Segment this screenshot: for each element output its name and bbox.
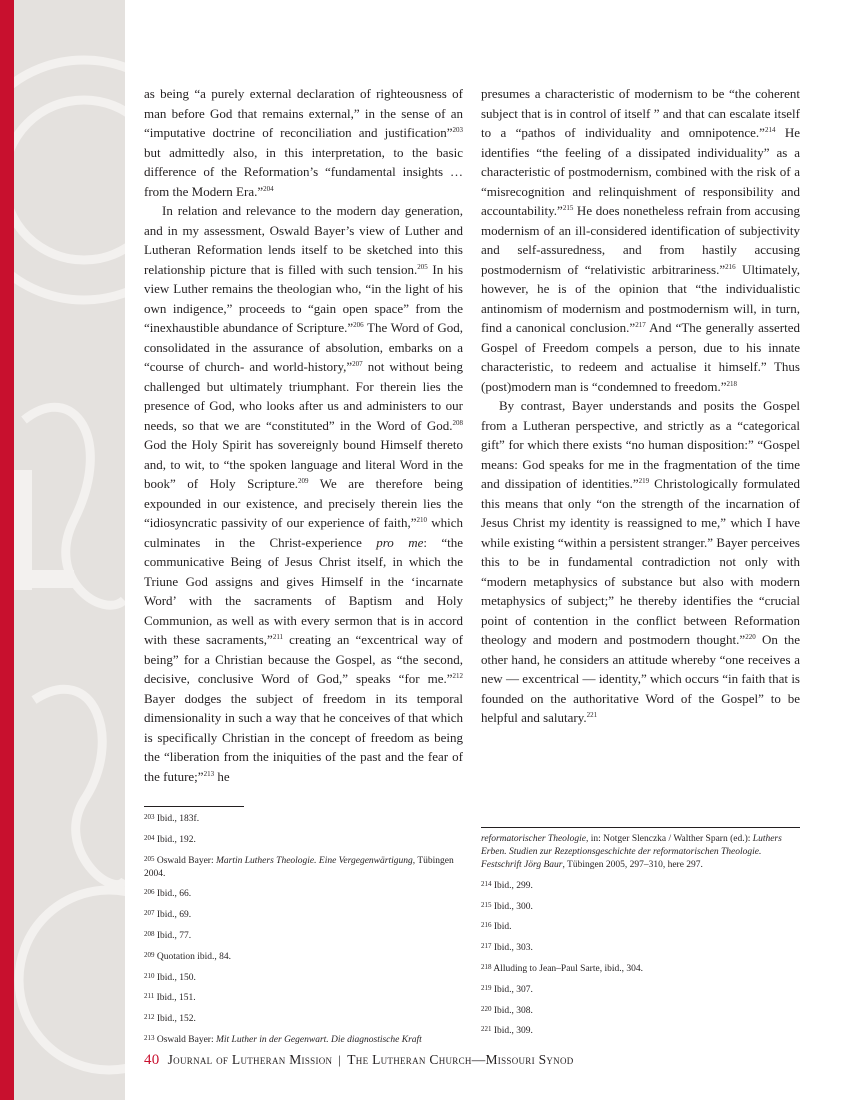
footnote: $^{206}$ Ibid., 66. [144,888,192,900]
footnote: $^{210}$ Ibid., 150. [144,971,196,983]
footnote-ref[interactable]: 207 [352,360,363,368]
footnote-ref[interactable]: 219 [638,477,650,485]
footnote-ref[interactable]: 204 [263,184,274,193]
footnote: $^{207}$ Ibid., 69. [144,909,192,921]
footnote-ref[interactable]: 210 [416,516,428,524]
red-margin-bar [0,0,14,1100]
footnote: $^{203}$ Ibid., 183f. [144,813,200,824]
footnote: $^{204}$ Ibid., 192. [144,833,196,845]
footnote-ref[interactable]: 214 [764,126,776,134]
footnote-ref[interactable]: 221 [586,711,598,719]
footnote-ref[interactable]: 220 [745,633,756,641]
paragraph: presumes a characteristic of modernism to be “the coherent subject that is in control of itself ” and that can escalate itself to a “pathos of individuality and omnipotence.”$^{214}$ He identifies “the feeling of a dissipated individuality” as a characteristic of postmodernism, combined with the risk of a “misrecognition and relinquishment of responsibility and accountability.”$^{215}$ He does nonetheless refrain from accusing modernism of an ill-considered identification of subjectivity and self-assuredness, and from hastily accusing postmodernism of “relativistic arbitrariness.”$^{216}$ Ultimately, however, he is of the opinion that “the individualistic antinomism of modernism and postmodernism will, in turn, find a canonical conclusion.”$^{217}$ And “The generally asserted Gospel of Freedom compels a person, due to his innate characteristic, to redeem and actualise it himself.” Thus (post)modern man is “condemned to freedom.”$^{218}$ [481,86,800,394]
footnote: $^{209}$ Quotation ibid., 84. [144,950,232,962]
page-number: 40 [144,1052,160,1068]
page-footer [144,1052,574,1069]
footnote-ref[interactable]: 216 [725,262,736,271]
paragraph: By contrast, Bayer understands and posits the Gospel from a Lutheran perspective, and strictly as a “categorical gift” for which there exists “no human disposition:” “Gospel means: God speaks for me in the fragmentation of the time and dissipation of identities.”$^{219}$ Christologically formulated this means that only “on the strength of the incarnation of Jesus Christ my identity is reassigned to me,” which I have while existing “within a persistent stranger.” Bayer perceives this to be in fundamental contradiction not only with “modern metaphysics of substance but also with modern metaphysics of subject;” he thereby identifies the “crucial point of contention in the conflict between Reformation theology and modern and postmodern thought.”$^{220}$ On the other hand, he considers an attitude whereby “one receives a new — excentrical — identity,” which occurs “in faith that is founded on the authoritative Word of the Gospel” to be helpful and salutary.$^{221}$ [481,398,800,725]
footnote: $^{213}$ Oswald Bayer: Mit Luther in der Gegenwart. Die diagnostische Kraft [144,1033,422,1045]
footnote-ref[interactable]: 211 [272,633,284,641]
footnote-continuation: reformatorischer Theologie, in: Notger Slenczka / Walther Sparn (ed.): Luthers Erben. Studien zur Rezeptionsgeschichte der reformatorischen Theologie. Festschrift Jörg Baur, Tübingen 2005, 297–310, here 297. [481,834,782,870]
footnote: $^{218}$ Alluding to Jean–Paul Sarte, ibid., 304. [481,962,643,974]
footnote: $^{221}$ Ibid., 309. [481,1025,533,1037]
footnote-ref[interactable]: 212 [452,672,463,680]
footnote-ref[interactable]: 213 [203,769,215,778]
footnote-ref[interactable]: 206 [353,321,364,329]
footnote-ref[interactable]: 215 [562,204,574,212]
footnote: $^{211}$ Ibid., 151. [144,992,196,1004]
footnote-divider [481,827,800,828]
footnote: $^{205}$ Oswald Bayer: Martin Luthers Theologie. Eine Vergegenwärtigung, Tübingen 2004. [144,854,454,879]
footnote: $^{219}$ Ibid., 307. [481,983,533,995]
footnote: $^{220}$ Ibid., 308. [481,1004,533,1016]
footnote-ref[interactable]: 218 [726,379,737,388]
footnote: $^{216}$ Ibid. [481,921,512,933]
paragraph: In relation and relevance to the modern day generation, and in my assessment, Oswald Bayer’s view of Luther and Lutheran Reformation lends itself to be sketched into this relationship picture that is filled with such tension.$^{205}$ In his view Luther remains the theologian who, “in the light of his own indigence,” proceeds to “gain open space” from the “inexhaustible abundance of Scripture.”$^{206}$ The Word of God, consolidated in the assurance of absolution, embarks on a “course of church- and world-history,”$^{207}$ not without being challenged but ultimately triumphant. For therein lies the presence of God, who looks after us and administers to our needs, so that we are “constituted” in the Word of God.$^{208}$ God the Holy Spirit has sovereignly bound Himself thereto and, to wit, to “the spoken language and literal Word in the book” of Holy Scripture.$^{209}$ We are therefore being expounded in our existence, and precisely therein lies the “idiosyncratic passivity of our experience of faith,”$^{210}$ which culminates in the Christ-experience pro me: “the communicative Being of Jesus Christ itself, in which the Triune God assigns and gives Himself in the ‘incarnate Word’ with the sacraments of Baptism and Holy Communion, as well as with every sermon that is in accord with these sacraments,”$^{211}$ creating an “excentrical way of being” for a Christian because the Gospel, as “the second, decisive, conclusive Word of God,” speaks “for me.”$^{212}$ Bayer dodges the subject of freedom in its temporal dimensionality in such a way that he conceives of that which is specifically Christian in the concept of freedom as being the “liberation from the iniquities of the past and the fear of the future;”$^{213}$ he [144,203,464,784]
footnotes-left [144,811,463,1053]
decorative-side-band [14,0,125,1100]
footnote-ref[interactable]: 217 [635,321,646,329]
footer-separator: | [338,1052,342,1067]
footnote: $^{212}$ Ibid., 152. [144,1013,196,1025]
footnote-ref[interactable]: 209 [298,477,309,485]
decorative-seal-icon [14,0,125,1100]
body-column-right [481,84,800,728]
footnote: $^{215}$ Ibid., 300. [481,900,533,912]
footnote: $^{214}$ Ibid., 299. [481,879,533,891]
footnote-divider [144,806,244,807]
footnote-ref[interactable]: 203 [452,126,463,134]
footnotes-right [481,833,800,1044]
paragraph: as being “a purely external declaration of righteousness of man before God that remains external,” in the sense of an “imputative doctrine of reconciliation and justification”$^{203}$ but admittedly also, in this interpretation, to the basic difference of the Reformation’s “fundamental insights … from the Modern Era.”$^{204}$ [144,86,463,199]
footnote: $^{208}$ Ibid., 77. [144,929,192,941]
footnote: $^{217}$ Ibid., 303. [481,942,533,954]
footnote-ref[interactable]: 205 [417,262,428,271]
footnote-ref[interactable]: 208 [452,418,463,427]
latin-phrase: pro me [376,534,424,550]
body-column-left [144,84,463,786]
publisher-name: The Lutheran Church—Missouri Synod [347,1052,574,1067]
journal-title: Journal of Lutheran Mission [167,1052,333,1067]
